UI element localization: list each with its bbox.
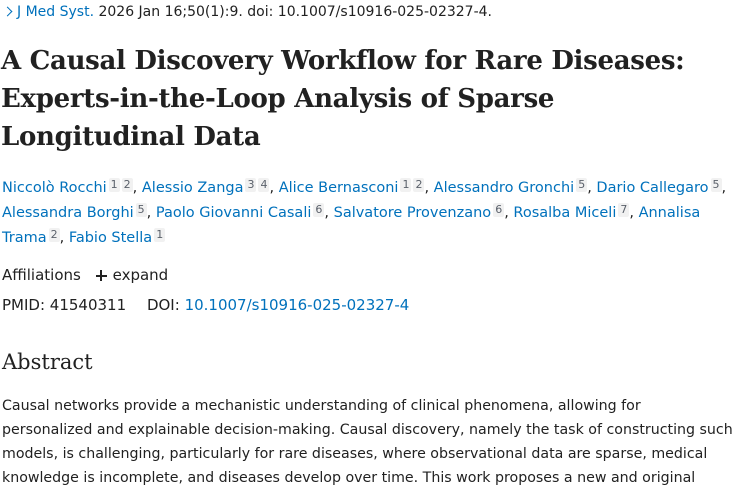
affiliation-number[interactable]: 1 <box>402 178 410 191</box>
affiliations-label: Affiliations <box>2 266 81 284</box>
author-item <box>142 180 270 196</box>
author-item <box>596 180 721 196</box>
author-name-link[interactable]: Annalisa Trama <box>2 205 701 246</box>
journal-link[interactable]: J Med Syst. <box>17 4 95 20</box>
author-name-link[interactable]: Niccolò Rocchi <box>2 180 107 196</box>
affiliation-number[interactable]: 5 <box>137 203 145 216</box>
affiliation-number[interactable]: 6 <box>495 203 503 216</box>
pmid-value: 41540311 <box>49 296 127 314</box>
title-line-3: Longitudinal Data <box>1 122 261 152</box>
author-name-link[interactable]: Dario Callegaro <box>596 180 709 196</box>
citation-line <box>4 4 492 20</box>
author-item <box>2 180 133 196</box>
affiliations-row <box>2 266 168 284</box>
author-name-link[interactable]: Paolo Giovanni Casali <box>155 205 312 221</box>
chevron-right-icon <box>3 7 13 17</box>
author-item <box>513 205 629 221</box>
plus-icon <box>96 270 107 281</box>
abstract-line: knowledge is incomplete, and diseases develop over time. This work proposes a new and original <box>2 470 696 486</box>
affiliation-number[interactable]: 4 <box>260 178 268 191</box>
author-name-link[interactable]: Fabio Stella <box>68 230 153 246</box>
author-item <box>2 205 147 221</box>
identifiers-row <box>2 296 409 314</box>
affiliation-number[interactable]: 5 <box>712 178 720 191</box>
affiliation-number[interactable]: 3 <box>247 178 255 191</box>
author-item <box>69 230 165 246</box>
affiliations-expand-button[interactable] <box>96 266 169 284</box>
affiliation-number[interactable]: 1 <box>156 228 164 241</box>
author-item <box>279 180 425 196</box>
article-title <box>1 42 746 156</box>
doi-link[interactable]: 10.1007/s10916-025-02327-4 <box>184 296 410 314</box>
doi-label: DOI: <box>146 296 180 314</box>
author-name-link[interactable]: Alice Bernasconi <box>278 180 399 196</box>
affiliation-number[interactable]: 5 <box>578 178 586 191</box>
abstract-line: models, is challenging, particularly for rare diseases, where observational data are sparse, medical <box>2 446 708 462</box>
abstract-line: Causal networks provide a mechanistic understanding of clinical phenomena, allowing for <box>2 398 641 414</box>
affiliation-number[interactable]: 2 <box>415 178 423 191</box>
abstract-line: personalized and explainable decision-making. Causal discovery, namely the task of constructing such <box>2 422 733 438</box>
abstract-heading: Abstract <box>2 350 93 374</box>
affiliation-number[interactable]: 2 <box>50 228 58 241</box>
author-item <box>434 180 588 196</box>
author-name-link[interactable]: Rosalba Miceli <box>513 205 617 221</box>
author-item <box>156 205 325 221</box>
affiliation-number[interactable]: 7 <box>620 203 628 216</box>
expand-label: expand <box>112 266 169 284</box>
authors-list: Niccolò Rocchi 1 2 , Alessio Zanga 3 4 , Alice Bernasconi 1 2 , Alessandro Gronchi 5 , Dario Callegaro 5 , Alessandra Borghi 5 , Paolo Giovanni Casali 6 , Salvatore Provenzano 6 , Rosalba Miceli 7 , Annalisa Trama 2 , Fabio Stella 1 <box>2 178 727 246</box>
title-line-2: Experts-in-the-Loop Analysis of Sparse <box>1 84 555 114</box>
affiliation-number[interactable]: 1 <box>110 178 118 191</box>
author-name-link[interactable]: Salvatore Provenzano <box>333 205 492 221</box>
author-item <box>334 205 505 221</box>
affiliation-number[interactable]: 2 <box>123 178 131 191</box>
author-name-link[interactable]: Alessio Zanga <box>141 180 244 196</box>
affiliation-number[interactable]: 6 <box>315 203 323 216</box>
author-name-link[interactable]: Alessandro Gronchi <box>433 180 575 196</box>
citation-details: 2026 Jan 16;50(1):9. doi: 10.1007/s10916-025-02327-4. <box>94 4 492 20</box>
pmid-label: PMID: <box>2 296 46 314</box>
title-line-1: A Causal Discovery Workflow for Rare Diseases: <box>1 46 685 76</box>
abstract-text <box>2 394 750 490</box>
author-name-link[interactable]: Alessandra Borghi <box>2 205 134 221</box>
